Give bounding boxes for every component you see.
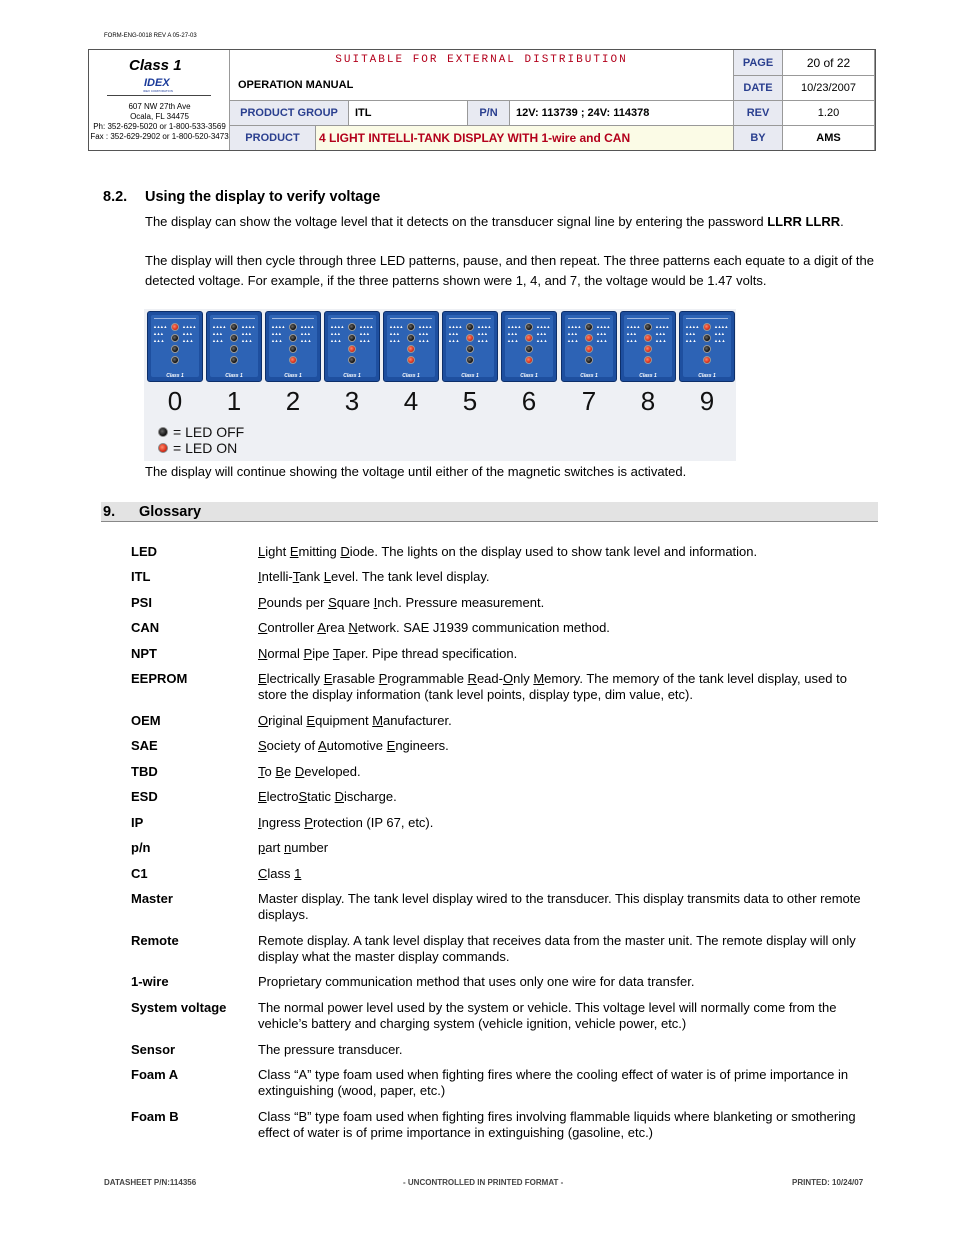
led-off (585, 356, 593, 364)
display-panel (442, 311, 498, 382)
glossary-definition: The pressure transducer. (258, 1042, 403, 1057)
led-off (466, 323, 474, 331)
led-on (644, 334, 652, 342)
display-panel (383, 311, 439, 382)
tank-level-icons: ▲▲▲▲ ▲▲▲ ▲▲ ▲ (448, 324, 462, 343)
digit-label: 1 (226, 386, 242, 416)
tank-level-icons: ▲▲▲▲ ▲▲▲ ▲▲ ▲ (300, 324, 314, 343)
date-label: DATE (734, 76, 783, 101)
led-off (466, 356, 474, 364)
glossary-number: 9. (103, 504, 116, 520)
glossary-term: Foam B (131, 1109, 179, 1124)
led-on (171, 323, 179, 331)
tank-level-icons: ▲▲▲▲ ▲▲▲ ▲▲ ▲ (241, 324, 255, 343)
digit-label: 4 (403, 386, 419, 416)
led-off (171, 356, 179, 364)
tank-level-icons: ▲▲▲▲ ▲▲▲ ▲▲ ▲ (153, 324, 167, 343)
led-off (703, 334, 711, 342)
panel-brand: Class 1 (284, 373, 302, 379)
glossary-term: LED (131, 544, 157, 559)
voltage-continue-paragraph: The display will continue showing the voltage until either of the magnetic switches is activated. (145, 464, 687, 479)
idex-logo: IDEX (144, 77, 170, 89)
led-pattern-paragraph: The display will then cycle through three LED patterns, pause, and then repeat. The three patterns each equate to a digit of the detected voltage. For example, if the three patterns shown were 1, 4, and 7, the voltage would be 1.47 volts. (145, 253, 874, 288)
glossary-term: C1 (131, 866, 148, 881)
glossary-definition: Class 1 (258, 866, 302, 881)
tank-level-icons: ▲▲▲▲ ▲▲▲ ▲▲ ▲ (655, 324, 669, 343)
footer-datasheet: DATASHEET P/N:114356 (104, 1178, 197, 1187)
led-on (644, 356, 652, 364)
glossary-term: IP (131, 815, 144, 830)
page-label: PAGE (734, 50, 783, 76)
led-off (348, 356, 356, 364)
idex-logo-subtitle: IDEX CORPORATION (143, 89, 173, 93)
display-panel (324, 311, 380, 382)
glossary-term: Master (131, 891, 173, 906)
glossary-term: Remote (131, 933, 179, 948)
display-panel (501, 311, 557, 382)
display-panel (265, 311, 321, 382)
document-title: OPERATION MANUAL (230, 70, 734, 101)
glossary-definition: Society of Automotive Engineers. (258, 738, 449, 753)
led-off (407, 334, 415, 342)
glossary-term: p/n (131, 840, 151, 855)
tank-level-icons: ▲▲▲▲ ▲▲▲ ▲▲ ▲ (596, 324, 610, 343)
page-value: 20 of 22 (783, 50, 875, 76)
legend-off: = LED OFF (158, 424, 244, 440)
rev-value: 1.20 (783, 101, 875, 126)
led-off (289, 334, 297, 342)
glossary-term: ITL (131, 569, 151, 584)
led-on (585, 345, 593, 353)
glossary-term: CAN (131, 620, 160, 635)
glossary-definition: The normal power level used by the system or vehicle. This voltage level will normally come from the vehicle’s battery and charging system (vehicle ignition, vehicle power, etc.) (258, 1000, 837, 1031)
glossary-definition: To Be Developed. (258, 764, 361, 779)
glossary-definition: ElectroStatic Discharge. (258, 789, 397, 804)
led-off (230, 323, 238, 331)
rev-label: REV (734, 101, 783, 126)
digit-label: 2 (285, 386, 301, 416)
panel-brand: Class 1 (166, 373, 184, 379)
glossary-term: PSI (131, 595, 152, 610)
glossary-definition: Original Equipment Manufacturer. (258, 713, 452, 728)
glossary-definition: Proprietary communication method that uses only one wire for data transfer. (258, 974, 695, 989)
tank-level-icons: ▲▲▲▲ ▲▲▲ ▲▲ ▲ (271, 324, 285, 343)
tank-level-icons: ▲▲▲▲ ▲▲▲ ▲▲ ▲ (330, 324, 344, 343)
panel-brand: Class 1 (461, 373, 479, 379)
glossary-term: OEM (131, 713, 161, 728)
glossary-definition: Light Emitting Diode. The lights on the display used to show tank level and information. (258, 544, 758, 559)
password-text: LLRR LLRR (767, 214, 841, 229)
section-heading (103, 189, 380, 205)
glossary-title: Glossary (139, 504, 202, 520)
pn-label: P/N (468, 101, 510, 126)
pn-value: 12V: 113739 ; 24V: 114378 (510, 101, 734, 126)
glossary-definition: Ingress Protection (IP 67, etc). (258, 815, 434, 830)
led-on (585, 334, 593, 342)
document-header (88, 49, 876, 151)
glossary-term: NPT (131, 646, 157, 661)
glossary-term: Foam A (131, 1067, 179, 1082)
footer-uncontrolled: - UNCONTROLLED IN PRINTED FORMAT - (403, 1178, 564, 1187)
date-value: 10/23/2007 (783, 76, 875, 101)
glossary-definition: Controller Area Network. SAE J1939 communication method. (258, 620, 610, 635)
digit-label: 9 (699, 386, 715, 416)
led-off (703, 345, 711, 353)
legend-on: = LED ON (158, 440, 237, 456)
led-off (525, 345, 533, 353)
led-off (407, 323, 415, 331)
led-off-icon (158, 427, 168, 437)
led-off (230, 334, 238, 342)
panel-brand: Class 1 (225, 373, 243, 379)
tank-level-icons: ▲▲▲▲ ▲▲▲ ▲▲ ▲ (507, 324, 521, 343)
led-on (289, 356, 297, 364)
panel-brand: Class 1 (698, 373, 716, 379)
display-panel (561, 311, 617, 382)
tank-level-icons: ▲▲▲▲ ▲▲▲ ▲▲ ▲ (212, 324, 226, 343)
tank-level-icons: ▲▲▲▲ ▲▲▲ ▲▲ ▲ (477, 324, 491, 343)
glossary-definition: Pounds per Square Inch. Pressure measurement. (258, 595, 545, 610)
led-on (644, 345, 652, 353)
glossary-definition: Class “A” type foam used when fighting fires where the cooling effect of water is of prime importance in extinguishing (wood, paper, etc.) (258, 1067, 849, 1098)
product-group-value: ITL (349, 101, 468, 126)
panel-brand: Class 1 (639, 373, 657, 379)
tank-level-icons: ▲▲▲▲ ▲▲▲ ▲▲ ▲ (389, 324, 403, 343)
digit-label: 3 (344, 386, 360, 416)
digit-label: 7 (581, 386, 597, 416)
panel-brand: Class 1 (520, 373, 538, 379)
tank-level-icons: ▲▲▲▲ ▲▲▲ ▲▲ ▲ (536, 324, 550, 343)
led-off (348, 323, 356, 331)
glossary-term: 1-wire (131, 974, 169, 989)
led-on (525, 356, 533, 364)
led-off (289, 323, 297, 331)
glossary-definition: Remote display. A tank level display that receives data from the master unit. The remote display will only display what the master display commands. (258, 933, 856, 964)
product-group-label: PRODUCT GROUP (230, 101, 349, 126)
led-off (171, 334, 179, 342)
digit-label: 6 (521, 386, 537, 416)
glossary-definition: Electrically Erasable Programmable Read-Only Memory. The memory of the tank level display, used to store the display information (tank level points, display type, dim value, etc). (258, 671, 847, 702)
class1-logo: Class 1 (129, 57, 182, 74)
glossary-definition: Intelli-Tank Level. The tank level display. (258, 569, 490, 584)
glossary-definition: Class “B” type foam used when fighting fires involving flammable liquids where blanketing or smothering effect of water is of prime importance in extinguishing (gasoline, etc.) (258, 1109, 856, 1140)
tank-level-icons: ▲▲▲▲ ▲▲▲ ▲▲ ▲ (418, 324, 432, 343)
by-value: AMS (783, 126, 875, 150)
led-on (348, 345, 356, 353)
led-on (525, 334, 533, 342)
voltage-intro-paragraph: The display can show the voltage level that it detects on the transducer signal line by entering the password LLRR LLRR. (145, 214, 844, 229)
led-off (348, 334, 356, 342)
distribution-notice: SUITABLE FOR EXTERNAL DISTRIBUTION (230, 50, 734, 70)
display-panel (679, 311, 735, 382)
glossary-term: System voltage (131, 1000, 227, 1015)
tank-level-icons: ▲▲▲▲ ▲▲▲ ▲▲ ▲ (567, 324, 581, 343)
product-label: PRODUCT (230, 126, 316, 150)
digit-label: 8 (640, 386, 656, 416)
led-off (644, 323, 652, 331)
tank-level-icons: ▲▲▲▲ ▲▲▲ ▲▲ ▲ (359, 324, 373, 343)
led-off (466, 345, 474, 353)
display-panel (206, 311, 262, 382)
tank-level-icons: ▲▲▲▲ ▲▲▲ ▲▲ ▲ (182, 324, 196, 343)
footer-printed: PRINTED: 10/24/07 (792, 1178, 864, 1187)
by-label: BY (734, 126, 783, 150)
glossary-term: ESD (131, 789, 158, 804)
glossary-term: TBD (131, 764, 158, 779)
company-block (89, 50, 230, 150)
glossary-term: EEPROM (131, 671, 188, 686)
led-off (289, 345, 297, 353)
panel-brand: Class 1 (343, 373, 361, 379)
tank-level-icons: ▲▲▲▲ ▲▲▲ ▲▲ ▲ (685, 324, 699, 343)
led-on (407, 356, 415, 364)
led-on (703, 323, 711, 331)
display-panel (147, 311, 203, 382)
glossary-definition: Master display. The tank level display wired to the transducer. This display transmits data to other remote displays. (258, 891, 861, 922)
led-on (407, 345, 415, 353)
section-number: 8.2. (103, 189, 128, 205)
glossary-definition: Normal Pipe Taper. Pipe thread specification. (258, 646, 518, 661)
led-pattern-figure (144, 309, 736, 461)
led-on (466, 334, 474, 342)
display-panel (620, 311, 676, 382)
glossary-term: Sensor (131, 1042, 176, 1057)
section-title: Using the display to verify voltage (145, 189, 381, 205)
digit-label: 0 (167, 386, 183, 416)
led-off (585, 323, 593, 331)
glossary-heading (101, 502, 878, 522)
digit-label: 5 (462, 386, 478, 416)
led-on (703, 356, 711, 364)
logo-divider (107, 95, 211, 96)
led-on-icon (158, 443, 168, 453)
company-address: 607 NW 27th Ave Ocala, FL 34475 Ph: 352-629-5020 or 1-800-533-3569 Fax : 352-629-2902 or 1-800-520-3473 (90, 102, 229, 141)
glossary-term: SAE (131, 738, 158, 753)
led-off (525, 323, 533, 331)
panel-brand: Class 1 (402, 373, 420, 379)
led-off (230, 345, 238, 353)
panel-brand: Class 1 (580, 373, 598, 379)
led-off (171, 345, 179, 353)
led-off (230, 356, 238, 364)
tank-level-icons: ▲▲▲▲ ▲▲▲ ▲▲ ▲ (626, 324, 640, 343)
product-value: 4 LIGHT INTELLI-TANK DISPLAY WITH 1-wire and CAN (316, 126, 734, 150)
form-reference: FORM-ENG-0018 REV A 05-27-03 (104, 33, 197, 39)
tank-level-icons: ▲▲▲▲ ▲▲▲ ▲▲ ▲ (714, 324, 728, 343)
glossary-definition: part number (258, 840, 329, 855)
